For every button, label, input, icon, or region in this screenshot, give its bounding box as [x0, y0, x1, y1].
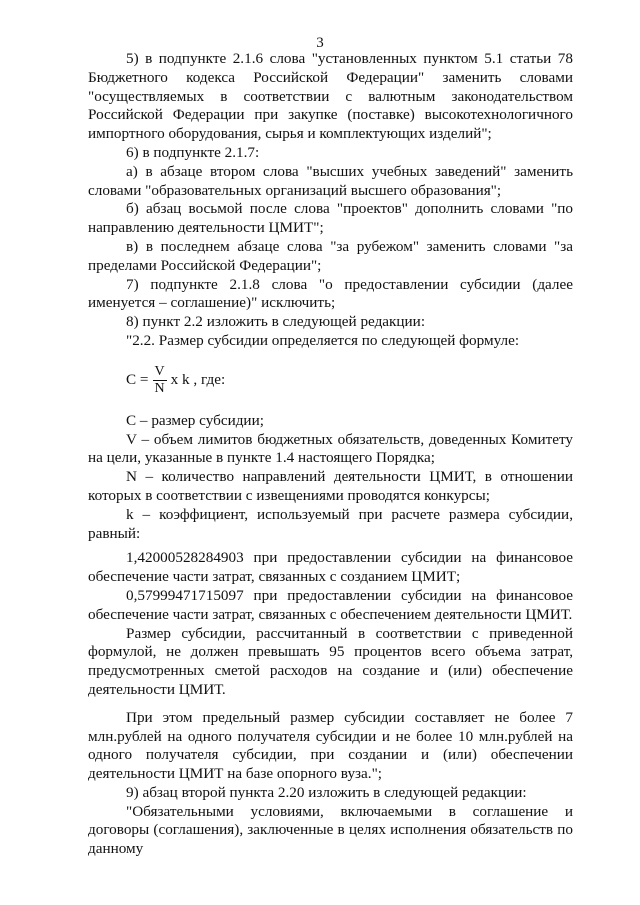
paragraph: 5) в подпункте 2.1.6 слова "установленных пунктом 5.1 статьи 78 Бюджетного кодекса Российской Федерации" заменить словами "осуществляемых в соответствии с валютным законодательством Российской Федерации при закупке (поставке) высокотехнологичного импортного оборудования, сырья и комплектующих изделий";	[88, 50, 573, 143]
definition-paragraph: "Обязательными условиями, включаемыми в соглашение и договоры (соглашения), заключенные в целях исполнения обязательств по данному	[88, 802, 573, 858]
definition-paragraph: 0,57999471715097 при предоставлении субсидии на финансовое обеспечение части затрат, связанных с обеспечением деятельности ЦМИТ.	[88, 586, 573, 623]
definition-paragraph: k – коэффициент, используемый при расчете размера субсидии, равный:	[88, 505, 573, 542]
paragraph: в) в последнем абзаце слова "за рубежом" заменить словами "за пределами Российской Федерации";	[88, 237, 573, 274]
paragraph: 8) пункт 2.2 изложить в следующей редакции:	[126, 313, 426, 331]
definition-paragraph: 1,42000528284903 при предоставлении субсидии на финансовое обеспечение части затрат, связанных с созданием ЦМИТ;	[88, 549, 573, 586]
paragraph: 7) подпункте 2.1.8 слова "о предоставлении субсидии (далее именуется – соглашение)" исключить;	[88, 275, 573, 312]
paragraph: "2.2. Размер субсидии определяется по следующей формуле:	[126, 331, 520, 349]
definition-paragraph: V – объем лимитов бюджетных обязательств, доведенных Комитету на цели, указанные в пункте 1.4 настоящего Порядка;	[88, 430, 573, 467]
definition-paragraph: При этом предельный размер субсидии составляет не более 7 млн.рублей на одного получателя субсидии и не более 10 млн.рублей на одного получателя субсидии, при создании и (или) обеспечении деятельности ЦМИТ на базе опорного вуза.";	[88, 708, 573, 783]
subsidy-formula	[126, 365, 573, 396]
formula-lhs: C =	[126, 371, 149, 389]
definition-paragraph: N – количество направлений деятельности ЦМИТ, в отношении которых в соответствии с извещениями проводятся конкурсы;	[88, 468, 573, 504]
paragraph: 6) в подпункте 2.1.7:	[126, 143, 260, 161]
formula-fraction	[153, 365, 167, 396]
document-body	[88, 50, 573, 859]
definition-paragraph: 9) абзац второй пункта 2.20 изложить в следующей редакции:	[126, 783, 527, 801]
paragraph: а) в абзаце втором слова "высших учебных заведений" заменить словами "образовательных организаций высшего образования";	[88, 162, 573, 199]
formula-numerator: V	[154, 363, 165, 379]
page-number: 3	[316, 35, 324, 51]
paragraph: б) абзац восьмой после слова "проектов" дополнить словами "по направлению деятельности ЦМИТ";	[88, 200, 573, 237]
formula-denominator: N	[154, 380, 165, 396]
formula-rhs: x k , где:	[170, 371, 226, 389]
definition-paragraph: C – размер субсидии;	[126, 411, 264, 429]
definition-paragraph: Размер субсидии, рассчитанный в соответствии с приведенной формулой, не должен превышать 95 процентов всего объема затрат, предусмотренных сметой расходов на создание и (или) обеспечение деятельности ЦМИТ.	[88, 624, 573, 698]
